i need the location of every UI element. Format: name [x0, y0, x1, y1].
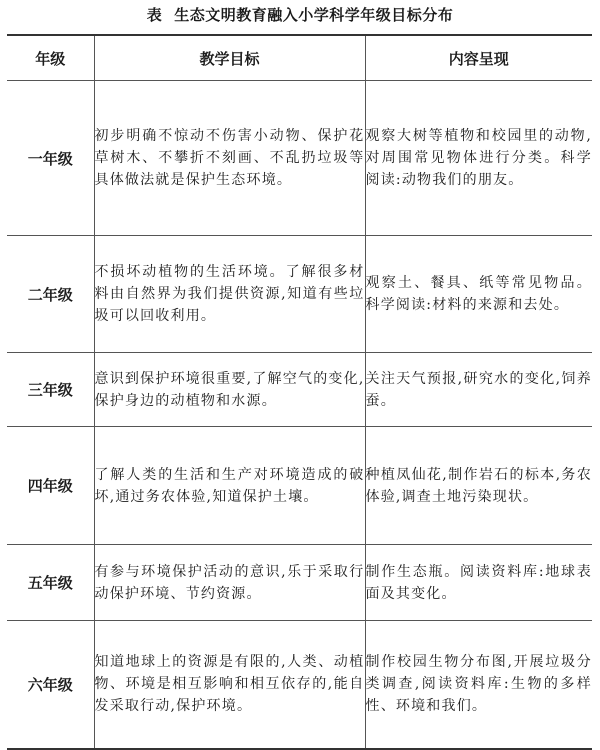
goals-cell	[94, 236, 365, 353]
goals-text: 初步明确不惊动不伤害小动物、保护花草树木、不攀折不刻画、不乱扔垃圾等具体做法就是保护生态环境。	[94, 128, 365, 188]
table-row	[7, 621, 592, 749]
table-caption	[0, 0, 600, 34]
content-text: 制作校园生物分布图,开展垃圾分类调查,阅读资料库:生物的多样性、环境和我们。	[365, 654, 592, 715]
caption-title: 生态文明教育融入小学科学年级目标分布	[174, 6, 454, 24]
table-row	[7, 81, 592, 236]
table-row	[7, 236, 592, 353]
goals-cell	[94, 545, 365, 621]
content-cell	[365, 621, 592, 749]
grade-cell: 五年级	[7, 545, 94, 621]
content-text: 观察土、餐具、纸等常见物品。科学阅读:材料的来源和去处。	[365, 275, 592, 313]
grade-cell: 二年级	[7, 236, 94, 353]
content-cell	[365, 236, 592, 353]
content-cell	[365, 81, 592, 236]
goals-text: 知道地球上的资源是有限的,人类、动植物、环境是相互影响和相互依存的,能自发采取行动,保护环境。	[94, 654, 365, 715]
goals-cell	[94, 353, 365, 427]
goals-text: 意识到保护环境很重要,了解空气的变化,保护身边的动植物和水源。	[94, 370, 365, 409]
grade-cell: 四年级	[7, 427, 94, 545]
content-cell	[365, 353, 592, 427]
caption-tag: 表	[146, 6, 163, 24]
content-cell	[365, 427, 592, 545]
goals-text: 不损坏动植物的生活环境。了解很多材料由自然界为我们提供资源,知道有些垃圾可以回收利用。	[94, 264, 365, 324]
header-grade: 年级	[7, 35, 94, 81]
content-text: 观察大树等植物和校园里的动物,对周围常见物体进行分类。科学阅读:动物我们的朋友。	[365, 128, 592, 188]
table-header-row	[7, 35, 592, 81]
grade-cell: 三年级	[7, 353, 94, 427]
grade-goals-table	[7, 34, 592, 750]
content-cell	[365, 545, 592, 621]
grade-cell: 一年级	[7, 81, 94, 236]
content-text: 种植凤仙花,制作岩石的标本,务农体验,调查土地污染现状。	[365, 466, 592, 505]
goals-cell	[94, 427, 365, 545]
table-row	[7, 545, 592, 621]
table-row	[7, 427, 592, 545]
grade-cell: 六年级	[7, 621, 94, 749]
goals-text: 了解人类的生活和生产对环境造成的破坏,通过务农体验,知道保护土壤。	[94, 466, 365, 505]
goals-cell	[94, 621, 365, 749]
content-text: 关注天气预报,研究水的变化,饲养蚕。	[365, 370, 592, 409]
header-content: 内容呈现	[365, 35, 592, 81]
table-row	[7, 353, 592, 427]
header-goals: 教学目标	[94, 35, 365, 81]
content-text: 制作生态瓶。阅读资料库:地球表面及其变化。	[365, 563, 592, 602]
goals-text: 有参与环境保护活动的意识,乐于采取行动保护环境、节约资源。	[94, 563, 365, 602]
goals-cell	[94, 81, 365, 236]
